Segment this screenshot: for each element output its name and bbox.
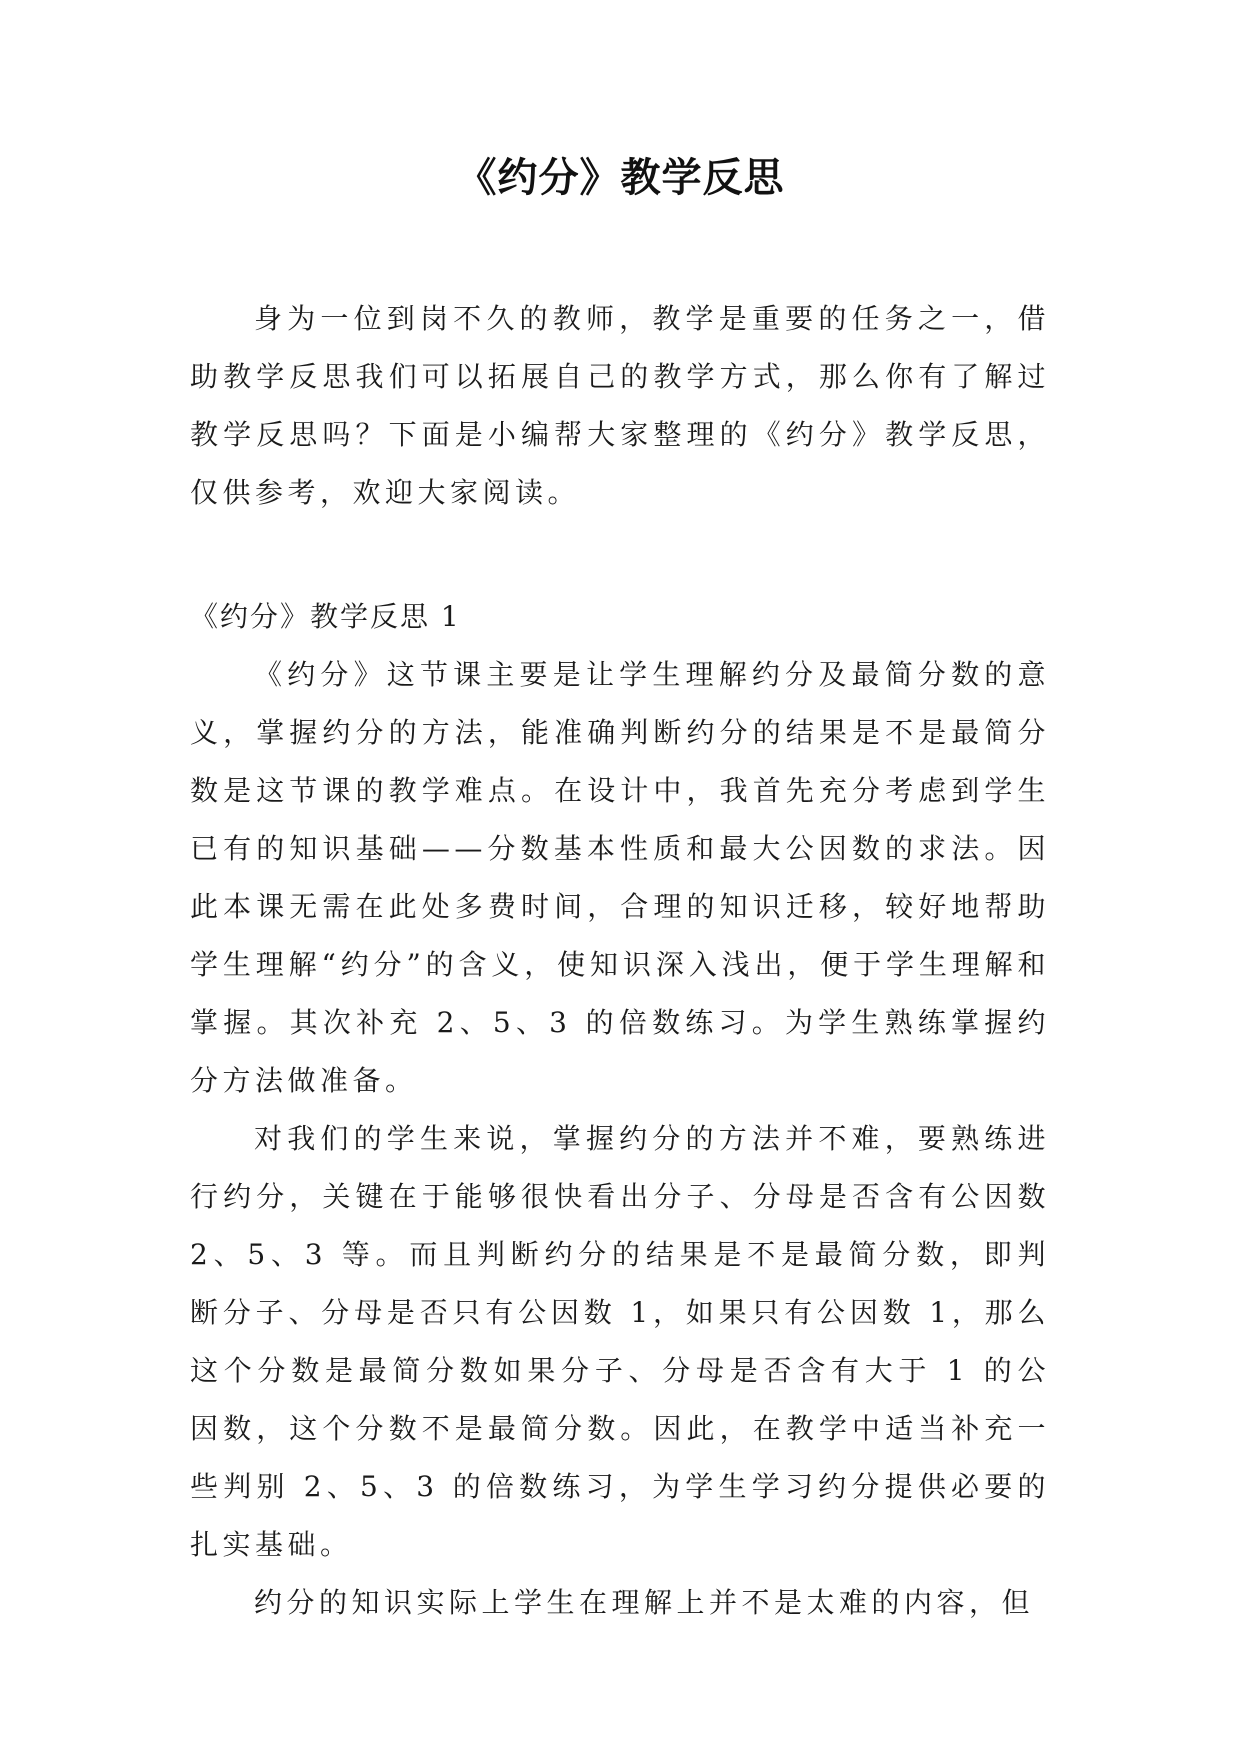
body-paragraph: 对我们的学生来说，掌握约分的方法并不难，要熟练进行约分，关键在于能够很快看出分子、分母是否含有公因数 2、5、3 等。而且判断约分的结果是不是最简分数，即判断分子、分母是否只有公因数 1，如果只有公因数 1，那么这个分数是最简分数如果分子、分母是否含有大于 1 的公因数，这个分数不是最简分数。因此，在教学中适当补充一些判别 2、5、3 的倍数练习，为学生学习约分提供必要的扎实基础。	[190, 1122, 1050, 1561]
body-paragraph: 约分的知识实际上学生在理解上并不是太难的内容，但	[254, 1586, 1035, 1619]
section-1	[190, 588, 1050, 1632]
intro-paragraph: 身为一位到岗不久的教师，教学是重要的任务之一，借助教学反思我们可以拓展自己的教学方式，那么你有了解过教学反思吗？下面是小编帮大家整理的《约分》教学反思，仅供参考，欢迎大家阅读。	[190, 302, 1050, 509]
document-title: 《约分》教学反思	[456, 155, 785, 201]
section-heading: 《约分》教学反思 1	[190, 600, 461, 633]
body-paragraph: 《约分》这节课主要是让学生理解约分及最简分数的意义，掌握约分的方法，能准确判断约分的结果是不是最简分数是这节课的教学难点。在设计中，我首先充分考虑到学生已有的知识基础——分数基本性质和最大公因数的求法。因此本课无需在此处多费时间，合理的知识迁移，较好地帮助学生理解“约分”的含义，使知识深入浅出，便于学生理解和掌握。其次补充 2、5、3 的倍数练习。为学生熟练掌握约分方法做准备。	[190, 658, 1050, 1097]
document-body	[190, 290, 1050, 1632]
